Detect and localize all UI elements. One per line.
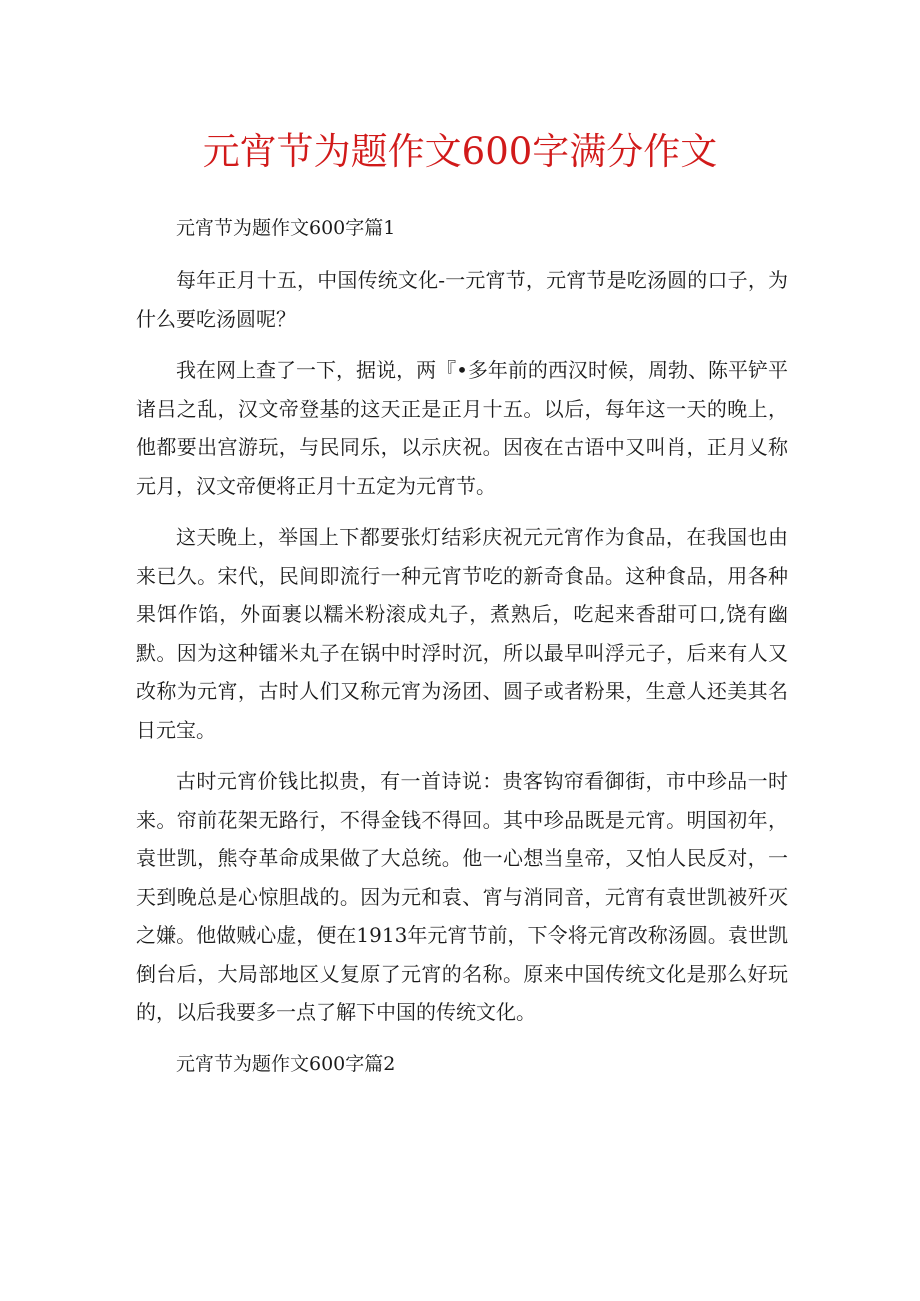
- document-title: 元宵节为题作文600字满分作文: [202, 130, 718, 173]
- paragraph-3: 这天晚上，举国上下都要张灯结彩庆祝元元宵作为食品，在我国也由来已久。宋代，民间即流行一种元宵节吃的新奇食品。这种食品，用各种果饵作馅，外面裹以糯米粉滚成丸子，煮熟后，吃起来香甜可口,饶有幽默。因为这种镭米丸子在锅中时浮时沉，所以最早叫浮元子，后来有人又改称为元宵，古时人们又称元宵为汤团、圆子或者粉果，生意人还美其名日元宝。: [136, 525, 788, 742]
- paragraph-4: 古时元宵价钱比拟贵，有一首诗说：贵客钩帘看御街，市中珍品一时来。帘前花架无路行，不得金钱不得回。其中珍品既是元宵。明国初年，袁世凯，熊夺革命成果做了大总统。他一心想当皇帝，又怕人民反对，一天到晚总是心惊胆战的。因为元和袁、宵与消同音，元宵有袁世凯被歼灭之嫌。他做贼心虚，便在1913年元宵节前，下令将元宵改称汤圆。袁世凯倒台后，大局部地区乂复原了元宵的名称。原来中国传统文化是那么好玩的，以后我要多一点了解下中国的传统文化。: [136, 769, 788, 1024]
- paragraph-1: 每年正月十五，中国传统文化-一元宵节，元宵节是吃汤圆的口子，为什么要吃汤圆呢？: [136, 268, 788, 331]
- paragraph-2: 我在网上查了一下，据说，两『•多年前的西汉时候，周勃、陈平铲平诸吕之乱，汉文帝登基的这天正是正月十五。以后，每年这一天的晚上，他都要出宫游玩，与民同乐，以示庆祝。因夜在古语中又叫肖，正月乂称元月，汉文帝便将正月十五定为元宵节。: [136, 358, 788, 498]
- section-heading-1: 元宵节为题作文600字篇1: [176, 217, 396, 239]
- section-heading-2: 元宵节为题作文600字篇2: [176, 1052, 396, 1075]
- document-body: [136, 209, 788, 1097]
